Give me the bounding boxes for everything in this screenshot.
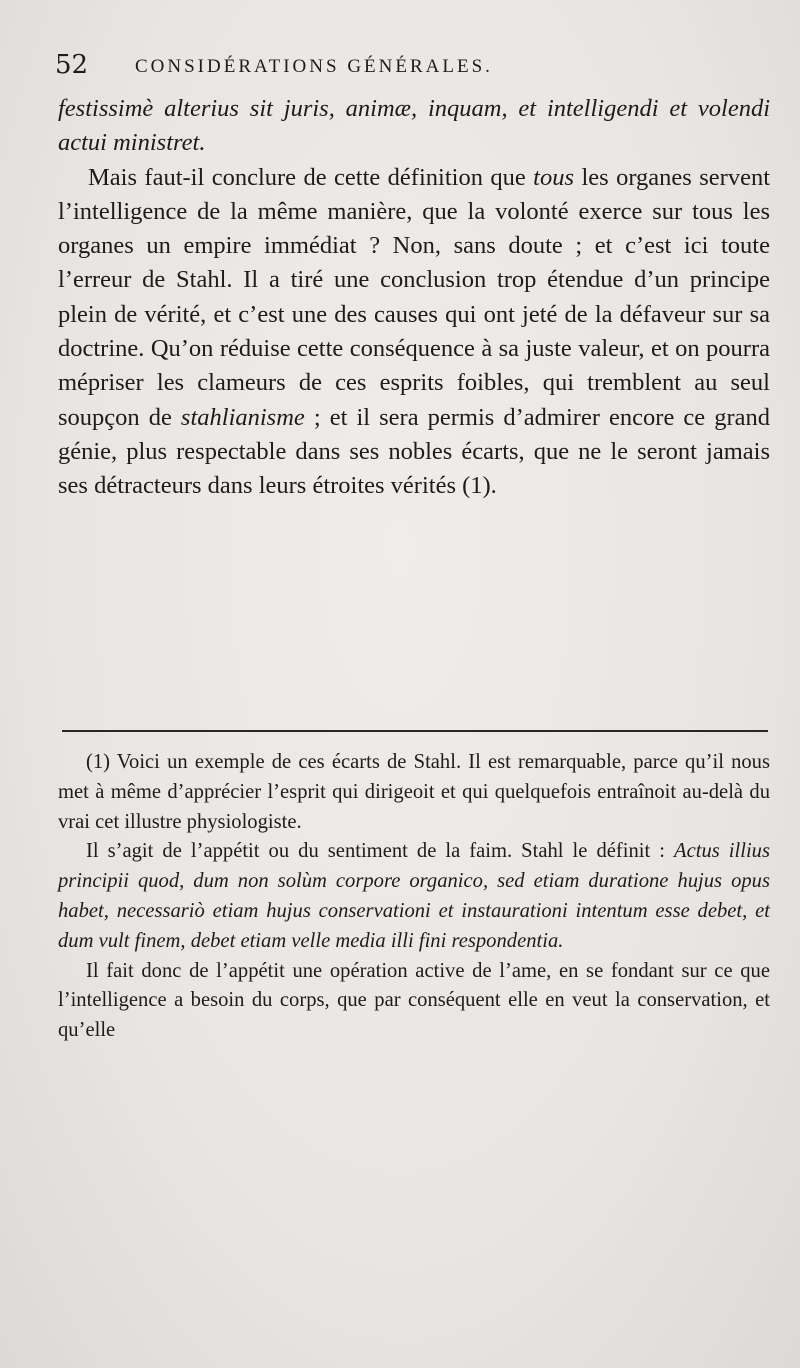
latin-quote: festissimè alterius sit juris, animæ, inquam, et intelligendi et volendi actui ministret. xyxy=(58,95,770,157)
main-text xyxy=(58,92,770,504)
page-number: 52 xyxy=(55,50,89,80)
footnote-rule xyxy=(62,730,768,732)
footnotes xyxy=(58,748,770,1046)
paragraph-continuation xyxy=(58,92,770,161)
latin-quote: Actus illius principii quod, dum non solùm corpore organico, sed etiam duratione hujus opus habet, necessariò etiam hujus conservationi et instaurationi intentum esse debet, et dum vult finem, debet etiam velle media illi fini respondentia. xyxy=(58,840,770,952)
footnote-paragraph: Il fait donc de l’appétit une opération active de l’ame, en se fondant sur ce que l’intelligence a besoin du corps, que par conséquent elle en veut la conservation, et qu’elle xyxy=(58,959,770,1042)
emphasis: tous xyxy=(533,163,575,191)
text-run: ; et il sera permis d’admirer encore ce grand génie, plus respectable dans ses nobles écarts, que ne le seront jamais ses détracteurs dans leurs étroites vérités (1). xyxy=(58,403,770,500)
running-head: CONSIDÉRATIONS GÉNÉRALES. xyxy=(135,56,493,77)
page-header xyxy=(55,50,775,86)
text-run: Mais faut-il conclure de cette définition que xyxy=(88,163,534,191)
footnote-paragraph xyxy=(58,837,770,956)
paragraph xyxy=(58,161,770,504)
footnote-paragraph: (1) Voici un exemple de ces écarts de Stahl. Il est remarquable, parce qu’il nous met à même d’apprécier l’esprit qui dirigeoit et qui quelquefois entraînoit au-delà du vrai cet illustre physiologiste. xyxy=(58,751,770,833)
emphasis: stahlianisme xyxy=(180,403,305,431)
text-run: les organes servent l’intelligence de la même manière, que la volonté exerce sur tous les organes un empire immédiat ? Non, sans doute ; et c’est ici toute l’erreur de Stahl. Il a tiré une conclusion trop étendue d’un principe plein de vérité, et c’est une des causes qui ont jeté de la défaveur sur sa doctrine. Qu’on réduise cette conséquence à sa juste valeur, et on pourra mépriser les clameurs de ces esprits foibles, qui tremblent au seul soupçon de xyxy=(58,163,770,431)
text-run: Il s’agit de l’appétit ou du sentiment de la faim. Stahl le définit : xyxy=(86,840,674,863)
